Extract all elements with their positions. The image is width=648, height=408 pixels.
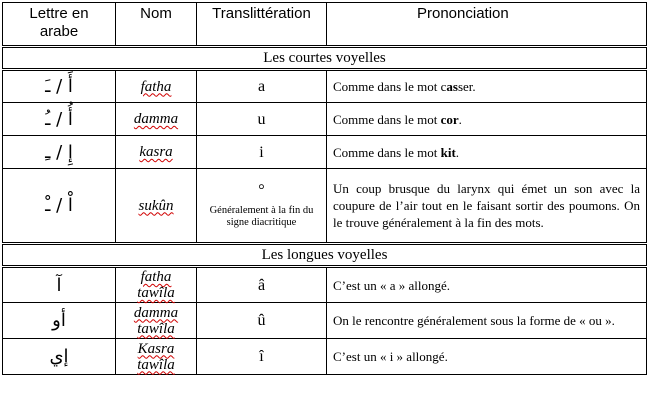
vowel-name <box>116 70 197 103</box>
pronunciation <box>327 169 647 244</box>
table-row <box>3 267 647 303</box>
vowel-name <box>116 169 197 244</box>
table-row <box>3 70 647 103</box>
transliteration <box>197 303 327 339</box>
transliteration <box>197 339 327 375</box>
pronunciation-after: . <box>458 111 462 127</box>
pronunciation-text: Comme dans le mot <box>333 111 441 127</box>
pronunciation <box>327 267 647 303</box>
transliteration-value: ° <box>258 182 265 199</box>
section-row <box>3 244 647 267</box>
pronunciation-bold: cor <box>440 111 459 127</box>
table-body <box>3 47 647 375</box>
vowels-table <box>2 2 647 375</box>
vowel-name-word: tawîla <box>137 320 175 337</box>
table-row <box>3 339 647 375</box>
section-title: Les longues voyelles <box>3 244 647 267</box>
transliteration-value: u <box>257 110 266 128</box>
transliteration-value: â <box>257 276 266 294</box>
vowel-name-word: damma <box>133 111 179 127</box>
pronunciation <box>327 70 647 103</box>
header-lettre: Lettre en arabe <box>3 3 116 47</box>
pronunciation-text: C’est un « a » allongé. <box>333 277 450 293</box>
section-title: Les courtes voyelles <box>3 47 647 70</box>
pronunciation-text: Comme dans le mot <box>333 144 441 160</box>
transliteration-value: a <box>257 78 266 95</box>
vowel-name <box>116 103 197 136</box>
pronunciation-text: C’est un « i » allongé. <box>333 349 448 364</box>
vowel-name <box>116 339 197 375</box>
header-nom: Nom <box>116 3 197 47</box>
arabic-letter: إي <box>3 339 116 375</box>
pronunciation <box>327 136 647 169</box>
vowel-name-word: kasra <box>139 144 173 160</box>
transliteration <box>197 70 327 103</box>
pronunciation-after: ser. <box>457 79 476 94</box>
pronunciation-text: On le rencontre généralement sous la forme de « ou ». <box>333 313 615 328</box>
arabic-letter: آ <box>3 267 116 303</box>
pronunciation <box>327 103 647 136</box>
transliteration <box>197 267 327 303</box>
arabic-letter: أَ / ـَ <box>3 70 116 103</box>
vowel-name-word: sukûn <box>138 197 174 214</box>
transliteration <box>197 169 327 244</box>
vowel-name <box>116 267 197 303</box>
table-row <box>3 136 647 169</box>
header-pron: Prononciation <box>327 3 647 47</box>
pronunciation-after: . <box>455 144 460 160</box>
vowel-name <box>116 303 197 339</box>
header-row <box>3 3 647 47</box>
pronunciation-text: Un coup brusque du larynx qui émet un son avec la coupure de l’air tout en le faisant sortir des poumons. On le trouve généralement à la fin des mots. <box>333 181 640 230</box>
arabic-letter: إِ / ـِ <box>3 136 116 169</box>
vowel-name-word: tawîla <box>137 285 175 301</box>
arabic-letter: أو <box>3 303 116 339</box>
vowel-name-word: fatha <box>140 78 172 95</box>
section-row <box>3 47 647 70</box>
vowel-name-word: Kasra <box>137 340 175 357</box>
vowel-name-word: tawîla <box>137 356 175 373</box>
transliteration-value: û <box>257 312 266 329</box>
transliteration-value: i <box>259 143 264 161</box>
pronunciation <box>327 339 647 375</box>
pronunciation-bold: kit <box>440 144 456 160</box>
table-row <box>3 103 647 136</box>
transliteration <box>197 103 327 136</box>
transliteration <box>197 136 327 169</box>
arabic-letter: أُ / ـُ <box>3 103 116 136</box>
transliteration-note: Généralement à la fin du signe diacritique <box>209 205 314 228</box>
vowel-name <box>116 136 197 169</box>
pronunciation <box>327 303 647 339</box>
header-translit: Translittération <box>197 3 327 47</box>
table-row <box>3 303 647 339</box>
arabic-letter: اْ / ـْ <box>3 169 116 244</box>
vowel-name-word: damma <box>133 304 179 321</box>
transliteration-value: î <box>259 348 264 365</box>
pronunciation-text: Comme dans le mot c <box>333 79 447 94</box>
vowel-name-word: fatha <box>140 269 172 285</box>
pronunciation-bold: as <box>446 79 458 94</box>
table-row <box>3 169 647 244</box>
